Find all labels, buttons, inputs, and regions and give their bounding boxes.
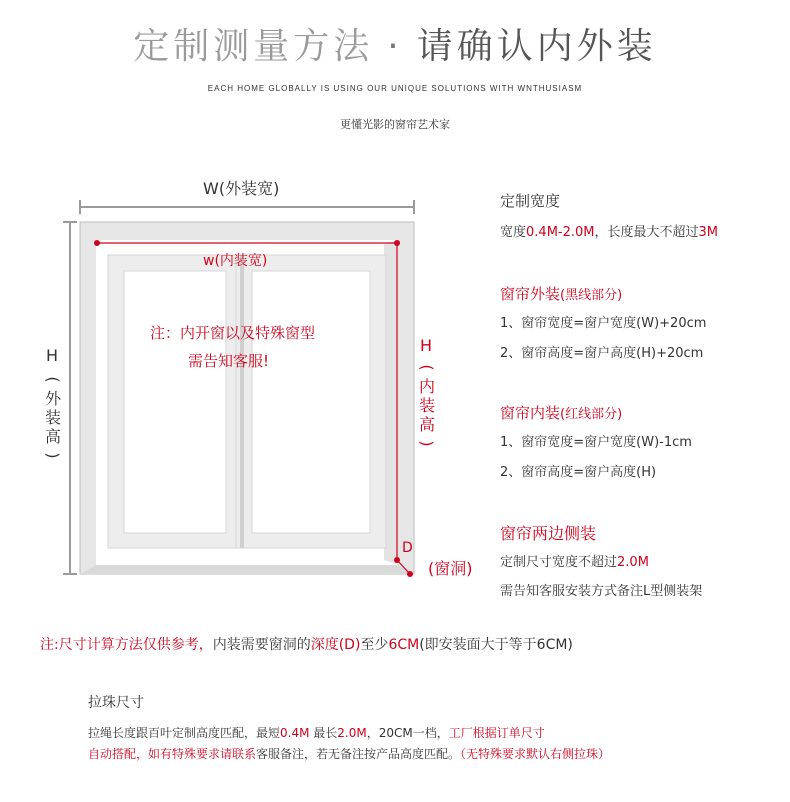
inner-install-item-2: 2、窗帘高度=窗户高度(H) (500, 465, 657, 480)
side-install-title: 窗帘两边侧装 (500, 524, 597, 543)
footer-note-b: 内装需要窗洞的 (212, 637, 311, 653)
subtitle: 更懂光影的窗帘艺术家 (340, 118, 450, 131)
width-text-a: 宽度 (500, 225, 527, 240)
outer-width-label: W(外装宽) (203, 179, 280, 198)
footer-note-depth: 深度(D) (310, 637, 361, 653)
footer-note-a: 注:尺寸计算方法仅供参考， (40, 637, 213, 653)
outer-install-title (500, 283, 622, 304)
outer-height-char-3: 高 (44, 427, 61, 446)
cord-line2-c: （无特殊要求默认右侧拉珠） (460, 747, 611, 761)
title-dark: 请确认内外装 (416, 26, 657, 67)
inner-install-title-main: 窗帘内装 (500, 404, 561, 422)
side-install-max: 2.0M (617, 555, 649, 570)
width-range: 0.4M-2.0M (526, 225, 595, 240)
window-note-line2: 需告知客服! (188, 352, 270, 370)
inner-height-paren-open: ( (417, 364, 437, 371)
title-light: 定制测量方法 (133, 26, 374, 67)
cord-line1-f: 工厂根据订单尺寸 (448, 726, 545, 740)
outer-install-item-2: 2、窗帘高度=窗户高度(H)+20cm (500, 346, 704, 361)
inner-width-label: w(内装宽) (203, 253, 268, 269)
left-sash-inner (124, 271, 226, 533)
cord-line1-c: 最长 (309, 726, 338, 740)
inner-height-paren-close: ) (417, 440, 437, 447)
side-install-text: 定制尺寸宽度不超过 (500, 555, 618, 570)
side-install-item-1 (500, 551, 649, 570)
inner-height-char-2: 装 (418, 396, 435, 415)
width-section-title: 定制宽度 (500, 192, 561, 210)
cord-line-2 (88, 745, 610, 762)
window-note-line1: 注：内开窗以及特殊窗型 (150, 324, 316, 342)
cord-max: 2.0M (337, 726, 367, 740)
inner-height-label-h: H (420, 336, 433, 355)
inner-height-char-3: 高 (418, 415, 435, 434)
width-text-c: ，长度最大不超过 (594, 225, 699, 240)
hole-label: (窗洞) (428, 559, 473, 578)
outer-height-paren-close: ) (43, 452, 63, 459)
footer-note (40, 634, 573, 654)
footer-note-f: (即安装面大于等于6CM) (419, 637, 573, 653)
inner-install-item-1: 1、窗帘宽度=窗户宽度(W)-1cm (500, 435, 692, 450)
side-install-item-2: 需告知客服安装方式备注L型侧装架 (500, 584, 703, 599)
cord-line2-a: 自动搭配，如有特殊要求请联系 (88, 747, 257, 761)
depth-dot (407, 571, 413, 577)
inner-height-label-vertical (412, 358, 442, 453)
cord-line-1 (88, 724, 545, 741)
width-section-text (500, 221, 718, 240)
sill (80, 565, 414, 574)
outer-height-label-h: H (46, 346, 59, 365)
cord-title: 拉珠尺寸 (88, 695, 144, 711)
outer-height-label-vertical (38, 370, 68, 465)
inner-install-title (500, 402, 622, 423)
title-dot: · (387, 26, 403, 67)
cord-line1-e: ，20CM一档， (366, 726, 449, 740)
width-max: 3M (698, 225, 719, 240)
right-sash-inner (252, 271, 370, 533)
outer-height-paren-open: ( (43, 376, 63, 383)
outer-install-item-1: 1、窗帘宽度=窗户宽度(W)+20cm (500, 316, 707, 331)
footer-note-d: 至少 (360, 637, 389, 653)
inner-install-title-small: (红线部分) (560, 407, 623, 422)
cord-line1-a: 拉绳长度跟百叶定制高度匹配，最短 (88, 726, 281, 740)
outer-install-title-main: 窗帘外装 (500, 285, 561, 303)
cord-line2-b: 客服备注，若无备注按产品高度匹配。 (256, 747, 461, 761)
depth-label: D (402, 540, 413, 556)
outer-height-char-1: 外 (44, 389, 61, 408)
inner-height-char-1: 内 (418, 377, 435, 396)
inner-width-dot-left (94, 240, 100, 246)
footer-note-min: 6CM (388, 637, 420, 653)
outer-height-char-2: 装 (44, 408, 61, 427)
english-slogan: EACH HOME GLOBALLY IS USING OUR UNIQUE SOLUTIONS WITH WNTHUSIASM (207, 84, 583, 93)
cord-min: 0.4M (280, 726, 310, 740)
outer-install-title-small: (黑线部分) (560, 288, 623, 303)
